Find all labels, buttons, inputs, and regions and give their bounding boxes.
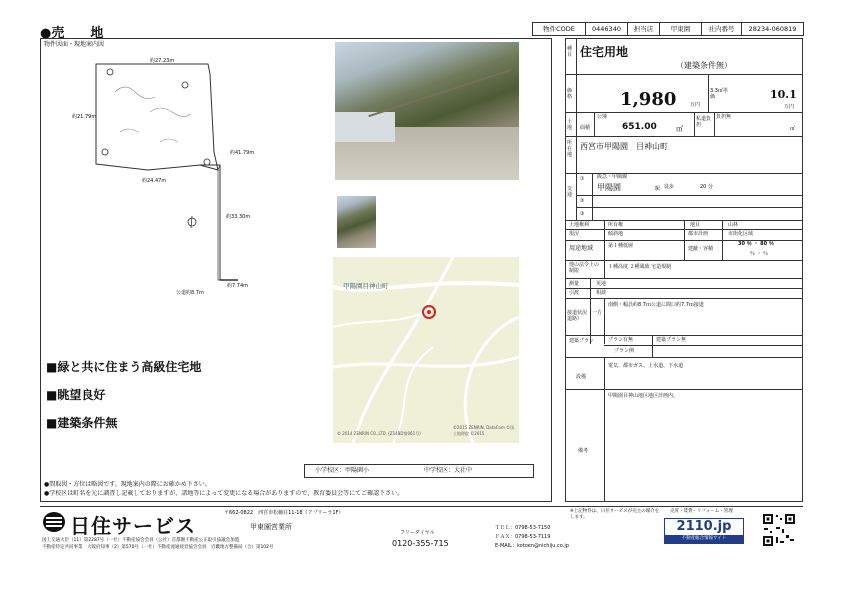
line1-no: ① (580, 176, 585, 182)
company-name: 日住サービス (70, 514, 196, 538)
private-road-label: 私道負担 (696, 116, 712, 128)
price-value: 1,980 (620, 89, 677, 110)
tel: ＴＥＬ：0798-53-7150 (495, 525, 551, 531)
map-copyright: © 2014 ZENRIN CO.,LTD. (Z14BD第061号) (337, 431, 421, 436)
address-value: 西宮市甲陽園 目神山町 (580, 142, 668, 151)
address-label: 所在地 (567, 140, 573, 158)
per-tsubo-label: 3.3㎡単価 (710, 88, 728, 100)
license-2: 不動産特定共同事業 大阪府知事（2）第570号（一社）不動産流通経営協会会員 近畿地方整備局（合）第102号 (42, 545, 274, 550)
plan-label-left: 約21.79m (72, 114, 97, 120)
location-map (333, 257, 519, 443)
facilities-value: 電気、都市ガス、上水道、下水道 (608, 363, 684, 369)
school-primary: 小学校区：甲陽園小 (315, 467, 370, 474)
line3-no: ③ (580, 211, 585, 217)
station-suffix: 駅 (655, 186, 661, 192)
land-value: 651.00 (622, 122, 657, 132)
ratio-value-1: 30 ％ ・ 80 ％ (738, 241, 774, 247)
freedial-number[interactable]: 0120-355-715 (392, 539, 449, 548)
transit-label: 交通 (567, 186, 573, 198)
qr-code-icon[interactable] (762, 513, 796, 547)
company-branch: 甲東園営業所 (250, 523, 292, 531)
per-tsubo-unit: 万円 (784, 104, 795, 110)
company-address: 〒662-0822 西宮市松籟荘11-18（アプリーラ1F） (224, 510, 344, 516)
portal-badge[interactable]: 2110.jp 不動産総合情報サイト (664, 518, 744, 544)
private-road-value: 負担無 (716, 114, 732, 120)
delivery-value: 相談 (596, 290, 607, 296)
feature-2: ■眺望良好 (46, 388, 106, 402)
plan-label-bottom-small: 約7.74m (227, 283, 249, 289)
page-title: ●売 地 (40, 26, 104, 41)
station1: 甲陽園 (597, 183, 621, 192)
remarks-label: 備考 (578, 448, 589, 454)
feature-3: ■建築条件無 (46, 416, 118, 430)
company-logo-icon (42, 511, 66, 533)
plan-label-right-lower: 約33.30m (226, 214, 251, 220)
lot-plan (60, 52, 260, 302)
private-road-unit: ㎡ (790, 126, 796, 132)
facilities-label: 設備 (576, 374, 587, 380)
school-district (304, 464, 534, 478)
land-type-label: 地目 (690, 222, 701, 228)
site-photo-small (337, 196, 376, 248)
header-codes: 物件CODE 0446340 担当店 甲東園 社内番号 28234-060819 (532, 22, 804, 36)
city-plan-value: 市街化区域 (728, 231, 754, 237)
email[interactable]: E-MAIL：kotoen@nichiju.co.jp (495, 543, 569, 549)
land-public: 公簿 (597, 114, 608, 120)
road-label: 接道状況（一方道路） (567, 310, 603, 322)
zoning-value: 第１種低層 (608, 243, 634, 249)
rights-label: 土地権利 (569, 222, 590, 228)
delivery-label: 引渡 (569, 290, 580, 296)
rights-value: 所有権 (608, 222, 624, 228)
land-type-value: 山林 (728, 222, 739, 228)
fax: ＦＡＸ：0798-53-7119 (495, 534, 551, 540)
survey-value: 更地 (596, 281, 607, 287)
per-tsubo-value: 10.1 (770, 88, 797, 101)
plan-label-bottom: 約24.47m (142, 178, 167, 184)
plan-label-right-upper: 約41.79m (230, 150, 255, 156)
plan-label-top: 約27.23m (150, 58, 175, 64)
school-middle: 中学校区：大社中 (424, 467, 473, 474)
price-unit: 万円 (690, 102, 701, 108)
ratio-label: 建蔽・容積 (688, 246, 714, 252)
zoning-label: 用途地域 (569, 245, 594, 252)
ratio-value-2: ％ ・ ％ (750, 251, 769, 257)
map-heading: 物件図面・現地案内図 (44, 41, 105, 48)
land-label: 土地 (567, 119, 573, 131)
note-2: ●学校区は町名を元に調査し記載しておりますが、諸地等によって変更になる場合がありますので、教育委員会等にてご確認下さい。 (44, 490, 404, 497)
land-area-label: 面積 (580, 125, 591, 131)
survey-label: 測量 (569, 281, 580, 287)
road-value: 南側・幅員約8.7ｍ公道に間口約7.7ｍ接道 (608, 302, 704, 308)
feature-1: ■緑と共に住まう高級住宅地 (46, 360, 202, 374)
license-1: 国土交通大臣（11）第2287号（一社）不動産協会会員（公社）首都圏不動産公正取引協議会加盟 (42, 538, 240, 543)
freedial-label: フリーダイヤル (400, 530, 435, 536)
type-value: 住宅用地 (580, 45, 629, 59)
plan-label: 建築プラン (569, 338, 595, 344)
plan-row1-a: プラン有無 (608, 337, 634, 343)
plan-label-road: 公道約8.7m (176, 290, 204, 296)
type-label: 種目 (567, 46, 573, 58)
land-unit: ㎡ (676, 125, 683, 133)
other-limits-label: 他の法令上の制限 (569, 262, 600, 274)
city-plan-label: 都市計画 (688, 231, 709, 237)
remarks-value: 甲陽園目神山地区地区計画内。 (608, 393, 679, 399)
walk-label: 徒歩 (664, 184, 675, 190)
map-area-name: 甲陽園目神山町 (343, 282, 389, 290)
plan-row1-b: 建築プラン無 (656, 337, 687, 343)
line2-no: ② (580, 198, 585, 204)
line1: 阪急・甲陽線 (597, 174, 628, 180)
map-copyright-2: ©2015 ZENRIN, DataCom ©国土地理院 ©2015 (453, 425, 515, 436)
plan-row2-a: プラン例 (614, 348, 635, 354)
status-value: 傾斜地 (608, 231, 624, 237)
price-label: 価格 (567, 88, 573, 100)
tag-line: 売買・賃貸・リフォーム・管理 (670, 509, 733, 514)
site-photo-main (335, 42, 519, 180)
status-label: 現況 (569, 231, 580, 237)
copyright-note: ※上記物件は、日住サービスが売主の媒介をします。 (570, 509, 660, 520)
type-sub: （建築条件無） (676, 61, 732, 70)
other-limits-value: １種高度 ２種風致 宅造規制 (608, 264, 672, 270)
walk-min: 20 分 (700, 184, 713, 190)
note-1: ●間取図・方位は略図です。現地案内の際にお確かめ下さい。 (44, 481, 211, 488)
